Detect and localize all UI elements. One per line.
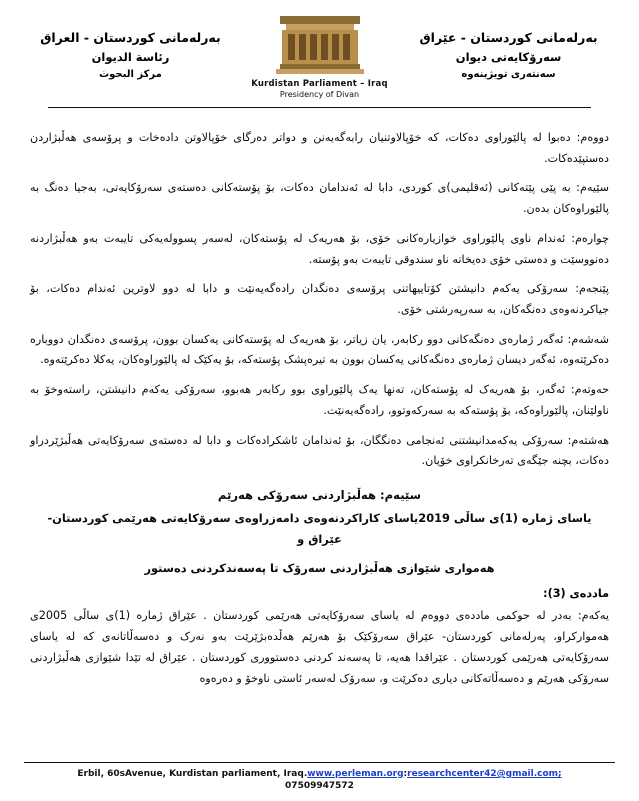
- header-left-line1: بەرلەمانی کوردستان - العراق: [40, 30, 221, 45]
- article-number: ماددەی (3):: [543, 587, 609, 601]
- document-header: [0, 0, 639, 118]
- header-divider: [48, 107, 591, 108]
- footer-address: Erbil, 60sAvenue, Kurdistan parliament, Iraq.: [77, 769, 308, 779]
- header-right-line2: سەرۆکایەتی دیوان: [455, 50, 562, 64]
- header-left-line2: رئاسة الديوان: [91, 50, 170, 64]
- paragraph: هەشتەم: سەرۆکی یەکەمدانیشتنی ئەنجامی دەنگگان، بۆ ئەندامان ئاشکرادەکات و دابا لە دەستەی سەرۆکایەتی هەڵبژێردراو دەکات، بچنە جێگەی تەرخانکراوی خۆیان.: [30, 433, 609, 468]
- paragraph: دووەم: دەبوا لە پالێوراوی دەکات، کە خۆپالاوتنیان رابەگەیەنن و دواتر دەرگای خۆپالاوتن دادەخات و پرۆسەی هەڵبژاردن دەستپێدەکات.: [30, 131, 609, 165]
- header-left-line3: مركز البحوث: [99, 69, 162, 80]
- document-footer: [0, 762, 639, 791]
- header-right-block: [404, 14, 613, 80]
- article-paragraph: یەکەم: بەدر لە حوکمی ماددەی دووەم لە یاسای سەرۆکایەتی هەرێمی کوردستان . عێراق ژمارە (1)ی ساڵی 2005ی هەموارکراو، پەرلەمانی کوردستان- عێراق سەرۆکێک بۆ هەرێم هەڵدەبژێرێت بەو نەرک و دەسەڵاتانەی کە لە یاسای سەرۆکایەتی هەرێمی کوردستان . عێراقدا هەیە، تا پەسەند کردنی دەستووری کوردستان . عێراق لە تێدا شێوازی هەڵبژاردنی سەرۆکی هەرێم و دەسەڵاتەکانی دیاری دەکرێت و، سەرۆک لەسەر ئاستی ناوخۆ و دەرەوە: [30, 609, 610, 685]
- parliament-building-icon: [276, 14, 364, 76]
- header-right-line3: سەنتەری تویژینەوە: [461, 69, 556, 80]
- header-left-block: [26, 14, 235, 80]
- subtitle-line-1: یاسای ژمارە (1)ی ساڵی 2019یاسای کاراکردنەوەی دامەزراوەی سەرۆکایەتی هەرێمی کوردستان- عێراق و: [47, 511, 592, 547]
- header-center-block: [235, 14, 404, 99]
- footer-email-link[interactable]: researchcenter42@gmail.com;: [407, 769, 562, 779]
- paragraph: شەشەم: ئەگەر ژمارەی دەنگەکانی دوو رکابەر، یان زیاتر، بۆ هەریەک لە پۆستەکانی یەکسان بوون، پرۆسەی دەنگدان دووبارە دەکرێتەوە، ئەگەر دیسان ژمارەی دەنگەکانی یەکسان بوون بە تیرەپشک پۆستەکە، بۆ یەکێک لە پالێوراوەکان، یەکلا دەکرێتەوە.: [30, 332, 609, 367]
- header-row: [26, 14, 613, 99]
- header-right-line1: بەرلەمانی کوردستان - عێراق: [419, 30, 598, 45]
- paragraph: پێنجەم: سەرۆکی یەکەم دانیشتن کۆتاییهاتنی پرۆسەی دەنگدان رادەگەیەنێت و دابا لە دوو لاوترین ئەندام دەکات، بۆ جیاکردنەوەی دەنگەکان، بە سەرپەرشتی خۆی.: [30, 282, 609, 317]
- footer-contact-line: [0, 769, 639, 779]
- section-title: سێیەم: هەڵبژاردنی سەرۆکی هەرێم: [217, 488, 422, 503]
- footer-separator: :: [403, 769, 408, 779]
- paragraph: سێیەم: بە پێی پێتەکانی (ئەقلیمی)ی کوردی، دابا لە ئەندامان دەکات، بۆ پۆستەکانی دەستەی سەرۆکایەتی، بەجیا دەنگ بە پالێوراوەکان بدەن.: [30, 181, 609, 216]
- header-caption-en: Kurdistan Parliament – Iraq: [251, 79, 388, 89]
- footer-phone: 07509947572: [285, 781, 354, 791]
- header-caption-sub-en: Presidency of Divan: [279, 90, 360, 99]
- paragraph: حەوتەم: ئەگەر، بۆ هەریەک لە پۆستەکان، تەنها یەک پالێوراوی بوو رکابەر هەبوو، سەرۆکی یەکەم دانیشتن، راستەوخۆ بە ناولێنان، پالێوراوەکە، بۆ پۆستەکە بە سەرکەوتوو، رادەگەیەنێت.: [30, 383, 609, 417]
- subtitle-line-2: هەمواری شێوازی هەڵبژاردنی سەرۆک تا پەسەندکردنی دەستور: [144, 561, 495, 576]
- footer-website-link[interactable]: www.perleman.org: [307, 769, 404, 779]
- footer-divider: [24, 762, 615, 763]
- document-body: [0, 118, 639, 689]
- paragraph: چوارەم: ئەندام ناوی پالێوراوی خوازیارەکانی خۆی، بۆ هەریەک لە پۆستەکان، لەسەر پسوولەیەکی تایبەت بەو هەڵبژاردنە دەنووسێت و دەستی خۆی دەیخاتە ناو سندوقی تایبەت بەو پۆستە.: [30, 231, 609, 266]
